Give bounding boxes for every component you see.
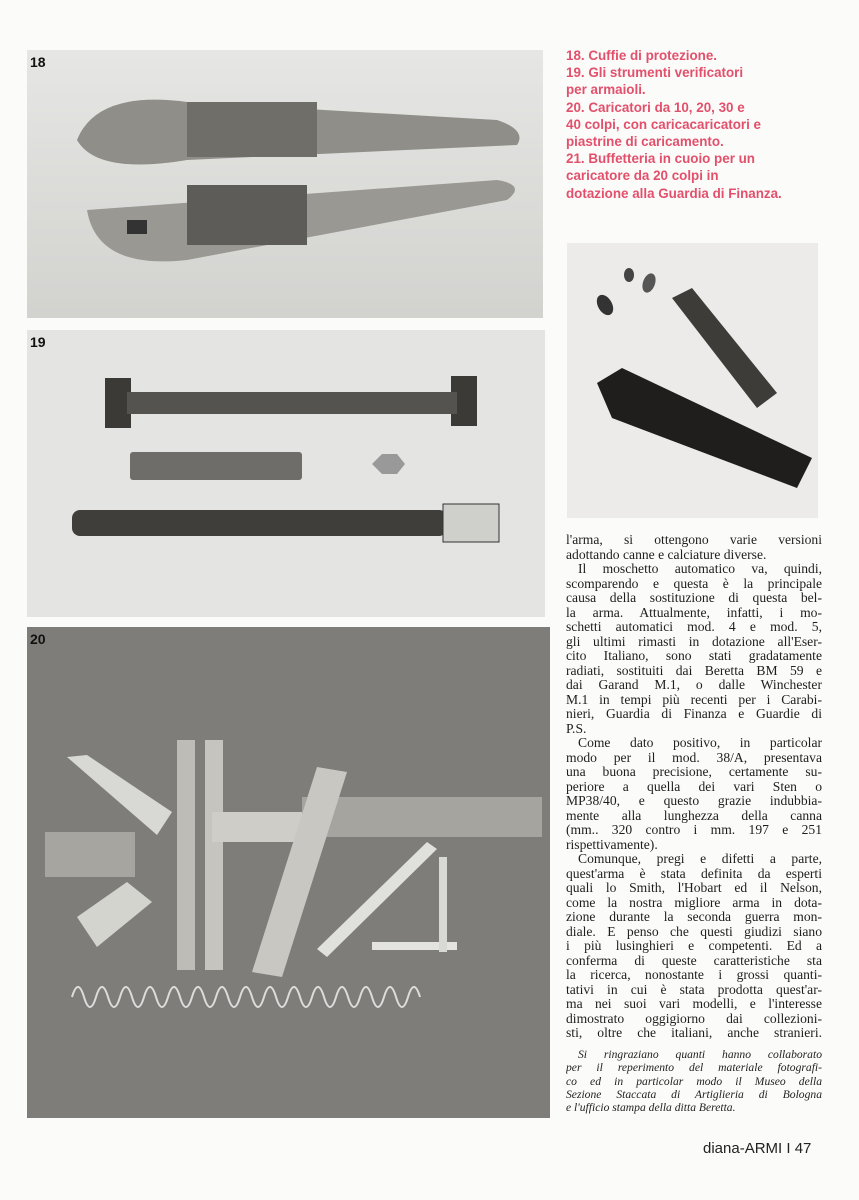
text-line: Comunque, pregi e difetti a parte,	[578, 852, 822, 866]
footer-separator: I	[786, 1140, 791, 1157]
text-line: e l'ufficio stampa della ditta Beretta.	[566, 1101, 736, 1115]
article-body	[566, 533, 822, 1041]
photo-21-image	[567, 243, 818, 518]
photo-label: 20	[30, 631, 46, 647]
text-line: l'arma, si ottengono varie versioni	[566, 533, 822, 547]
text-line: Come dato positivo, in particolar	[578, 736, 822, 750]
text-line: cito Italiano, sono stati gradatamente	[566, 649, 822, 663]
text-line: P.S.	[566, 721, 587, 736]
text-line: periore a quella dei vari Sten o	[566, 779, 822, 794]
text-line: MP38/40, e questo grazie indubbia-	[566, 794, 822, 808]
text-line: per il reperimento del materiale fotografi-	[566, 1061, 822, 1075]
text-line: la arma. Attualmente, infatti, i mo-	[566, 605, 822, 620]
photo-18-image	[27, 50, 543, 318]
caption-line: 40 colpi, con caricacaricatori e	[566, 116, 762, 132]
text-line: i più lusinghieri e competenti. Ed a	[566, 939, 822, 953]
photo-label: 19	[30, 334, 46, 350]
photo-label: 18	[30, 54, 46, 70]
text-line: Il moschetto automatico va, quindi,	[578, 562, 822, 576]
text-line: zione durante la seconda guerra mon-	[566, 910, 822, 924]
photo-19-armorer-gauges	[27, 330, 545, 617]
text-line: scomparendo e questa è la principale	[566, 576, 822, 591]
text-line: co ed in particolar modo il Museo della	[566, 1074, 822, 1088]
text-line: rispettivamente).	[566, 837, 658, 852]
page-footer	[703, 1140, 811, 1157]
text-line: conferma di queste caratteristiche sta	[566, 953, 822, 968]
text-line: ma nei suoi vari modelli, e l'interesse	[566, 997, 822, 1011]
caption-line: 20. Caricatori da 10, 20, 30 e	[566, 99, 745, 115]
text-line: dai Garand M.1, o dalle Winchester	[566, 678, 822, 692]
text-line: dimostrato oggigiorno dai collezioni-	[566, 1011, 822, 1026]
text-line: nieri, Guardia di Finanza e Guardie di	[566, 707, 822, 721]
photo-20-image	[27, 627, 550, 1118]
caption-line: per armaioli.	[566, 82, 646, 98]
photo-18-ear-protectors	[27, 50, 543, 318]
text-line: tativi in cui è stata prodotta quest'ar-	[566, 982, 822, 997]
text-line: modo per il mod. 38/A, presentava	[566, 750, 822, 765]
text-line: radiati, sostituiti dai Beretta BM 59 e	[566, 663, 822, 678]
text-line: quest'arma è stata definita da esperti	[566, 866, 822, 881]
photo-captions	[566, 47, 826, 202]
text-line: una buona precisione, certamente su-	[566, 765, 822, 779]
caption-line: caricatore da 20 colpi in	[566, 168, 719, 184]
caption-line: piastrine di caricamento.	[566, 134, 724, 150]
text-line: schetti automatici mod. 4 e mod. 5,	[566, 620, 822, 634]
photo-19-image	[27, 330, 545, 617]
text-line: come la nostra migliore arma in dota-	[566, 895, 822, 910]
text-line: quali lo Smith, l'Hobart ed il Nelson,	[566, 881, 822, 895]
caption-line: 21. Buffetteria in cuoio per un	[566, 151, 755, 167]
text-line: (mm.. 320 contro i mm. 197 e 251	[566, 823, 822, 837]
caption-line: 19. Gli strumenti verificatori	[566, 65, 744, 81]
text-line: causa della sostituzione di questa bel-	[566, 591, 822, 605]
photo-21-leather-pouch	[567, 243, 818, 518]
page-number: 47	[794, 1140, 812, 1157]
text-line: Si ringraziano quanti hanno collaborato	[578, 1048, 822, 1061]
text-line: mente alla lunghezza della canna	[566, 808, 822, 823]
acknowledgements	[566, 1048, 822, 1114]
text-line: la ricerca, nonostante i grossi quanti-	[566, 968, 822, 982]
text-line: diale. E penso che questi giudizi siano	[566, 924, 822, 939]
text-line: Sezione Staccata di Artiglieria di Bologna	[566, 1087, 822, 1101]
text-line: adottando canne e calciature diverse.	[566, 547, 767, 562]
magazine-name: diana-ARMI	[703, 1140, 783, 1157]
photo-20-magazines	[27, 627, 550, 1118]
text-line: M.1 in tempi più recenti per i Carabi-	[566, 692, 822, 707]
text-line: sti, oltre che italiani, anche stranieri.	[566, 1026, 822, 1040]
caption-line: dotazione alla Guardia di Finanza.	[566, 185, 782, 201]
caption-line: 18. Cuffie di protezione.	[566, 48, 718, 63]
text-line: gli ultimi rimasti in dotazione all'Eser-	[566, 634, 822, 649]
